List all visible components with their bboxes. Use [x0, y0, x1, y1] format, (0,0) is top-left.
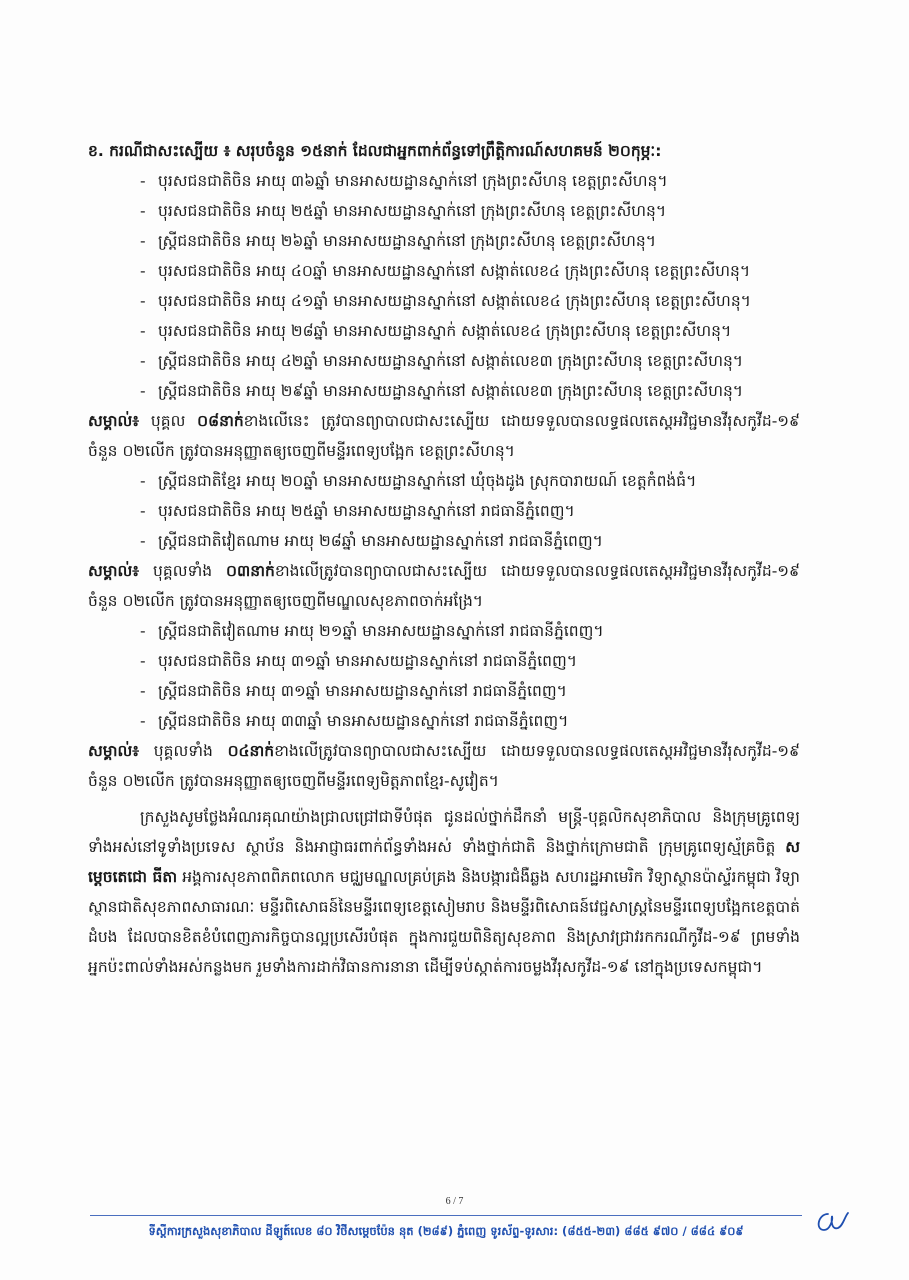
note-paragraph: សម្គាល់៖ បុគ្គល ០៨នាក់ខាងលើនេះ ត្រូវបានព្យាបាលជាសះស្បើយ ដោយទទួលបានលទ្ធផលតេស្តអវិជ្ជមានវីរុសកូវីដ-១៩ ចំនួន ០២លើក ត្រូវបានអនុញ្ញាតឲ្យចេញពីមន្ទីរពេទ្យបង្អែក ខេត្តព្រះសីហនុ។	[88, 412, 800, 460]
note-label: សម្គាល់៖	[88, 412, 140, 430]
note-paragraph: សម្គាល់៖ បុគ្គលទាំង ០៤នាក់ខាងលើត្រូវបានព្យាបាលជាសះស្បើយ ដោយទទួលបានលទ្ធផលតេស្តអវិជ្ជមានវីរុសកូវីដ-១៩ ចំនួន ០២លើក ត្រូវបានអនុញ្ញាតឲ្យចេញពីមន្ទីរពេទ្យមិត្តភាពខ្មែរ-សូវៀត។	[88, 742, 801, 790]
note-label: សម្គាល់៖	[88, 562, 140, 580]
list-item: - បុរសជនជាតិចិន អាយុ ២៥ឆ្នាំ មានអាសយដ្ឋានស្នាក់នៅ រាជធានីភ្នំពេញ។	[140, 502, 575, 520]
note-label: សម្គាល់៖	[88, 742, 140, 760]
list-item: - បុរសជនជាតិចិន អាយុ ២៨ឆ្នាំ មានអាសយដ្ឋានស្នាក់ សង្កាត់លេខ៤ ក្រុងព្រះសីហនុ ខេត្តព្រះសីហនុ។	[140, 322, 732, 340]
footer-divider	[90, 1215, 802, 1216]
list-item: - បុរសជនជាតិចិន អាយុ ៣១ឆ្នាំ មានអាសយដ្ឋានស្នាក់នៅ រាជធានីភ្នំពេញ។	[140, 652, 577, 670]
note-paragraph: សម្គាល់៖ បុគ្គលទាំង ០៣នាក់ខាងលើត្រូវបានព្យាបាលជាសះស្បើយ ដោយទទួលបានលទ្ធផលតេស្តអវិជ្ជមានវីរុសកូវីដ-១៩ ចំនួន ០២លើក ត្រូវបានអនុញ្ញាតឲ្យចេញពីមណ្ឌលសុខភាពចាក់អង្រែ។	[88, 562, 800, 610]
list-item: - ស្ត្រីជនជាតិវៀតណាម អាយុ ២១ឆ្នាំ មានអាសយដ្ឋានស្នាក់នៅ រាជធានីភ្នំពេញ។	[140, 622, 604, 640]
list-item: - ស្ត្រីជនជាតិចិន អាយុ ២៦ឆ្នាំ មានអាសយដ្ឋានស្នាក់នៅ ក្រុងព្រះសីហនុ ខេត្តព្រះសីហនុ។	[140, 232, 656, 250]
page-number: 6 / 7	[445, 1196, 464, 1207]
section-heading: ខ. ករណីជាសះស្បើយ ៖ សរុបចំនួន ១៥នាក់ ដែលជាអ្នកពាក់ព័ន្ធទៅព្រឹត្តិការណ៍សហគមន៍ ២០កុម្ភៈ:	[88, 142, 662, 160]
list-item: - ស្ត្រីជនជាតិខ្មែរ អាយុ ២០ឆ្នាំ មានអាសយដ្ឋានស្នាក់នៅ ឃុំចុងដូង ស្រុកបារាយណ៍ ខេត្តកំពង់ធំ។	[140, 472, 697, 490]
list-item: - បុរសជនជាតិចិន អាយុ ៤១ឆ្នាំ មានអាសយដ្ឋានស្នាក់នៅ សង្កាត់លេខ៤ ក្រុងព្រះសីហនុ ខេត្តព្រះសីហនុ។	[140, 292, 751, 310]
closing-paragraph: ក្រសួងសូមថ្លែងអំណរគុណយ៉ាងជ្រាលជ្រៅជាទីបំផុត ជូនដល់ថ្នាក់ដឹកនាំ មន្ត្រី-បុគ្គលិកសុខាភិបាល និងក្រុមគ្រូពេទ្យទាំងអស់នៅទូទាំងប្រទេស ស្ថាប័ន និងអាជ្ញាធរពាក់ព័ន្ធទាំងអស់ ទាំងថ្នាក់ជាតិ និងថ្នាក់ក្រោមជាតិ ក្រុមគ្រូពេទ្យស្ម័គ្រចិត្ត សម្តេចតេជោ ធីតា អង្គការសុខភាពពិភពលោក មជ្ឈមណ្ឌលគ្រប់គ្រង និងបង្ការជំងឺឆ្លង សហរដ្ឋអាមេរិក វិទ្យាស្ថានប៉ាស្ទ័រកម្ពុជា វិទ្យាស្ថានជាតិសុខភាពសាធារណៈ មន្ទីរពិសោធន៍នៃមន្ទីរពេទ្យខេត្តសៀមរាប និងមន្ទីរពិសោធន៍វេជ្ជសាស្ត្រនៃមន្ទីរពេទ្យបង្អែកខេត្តបាត់ដំបង ដែលបានខិតខំបំពេញភារកិច្ចបានល្អប្រសើរបំផុត ក្នុងការជួយពិនិត្យសុខភាព និងស្រាវជ្រាវរកករណីកូវីដ-១៩ ព្រមទាំងអ្នកប៉ះពាល់ទាំងអស់កន្លងមក រួមទាំងការដាក់វិធានការនានា ដើម្បីទប់ស្កាត់ការចម្លងវីរុសកូវីដ-១៩ នៅក្នុងប្រទេសកម្ពុជា។	[88, 808, 800, 976]
footer-address: ទីស្តីការក្រសួងសុខាភិបាល ដីឡូត៍លេខ ៨០ វិថីសម្តេចប៉ែន នុត (២៨៩) ភ្នំពេញ ទូរស័ព្ទ-ទូរសារ: (៨៥៥-២៣) ៨៨៥ ៩៧០ / ៨៨៤ ៩០៩	[148, 1224, 744, 1238]
list-item: - ស្ត្រីជនជាតិវៀតណាម អាយុ ២៨ឆ្នាំ មានអាសយដ្ឋានស្នាក់នៅ រាជធានីភ្នំពេញ។	[140, 532, 603, 550]
list-item: - ស្ត្រីជនជាតិចិន អាយុ ៤២ឆ្នាំ មានអាសយដ្ឋានស្នាក់នៅ សង្កាត់លេខ៣ ក្រុងព្រះសីហនុ ខេត្តព្រះសីហនុ។	[140, 352, 744, 370]
list-item: - បុរសជនជាតិចិន អាយុ ៣៦ឆ្នាំ មានអាសយដ្ឋានស្នាក់នៅ ក្រុងព្រះសីហនុ ខេត្តព្រះសីហនុ។	[140, 172, 668, 190]
list-item: - ស្ត្រីជនជាតិចិន អាយុ ២៩ឆ្នាំ មានអាសយដ្ឋានស្នាក់នៅ សង្កាត់លេខ៣ ក្រុងព្រះសីហនុ ខេត្តព្រះសីហនុ។	[140, 382, 744, 400]
initials-signature-icon	[812, 1208, 856, 1236]
list-item: - បុរសជនជាតិចិន អាយុ ៤០ឆ្នាំ មានអាសយដ្ឋានស្នាក់នៅ សង្កាត់លេខ៤ ក្រុងព្រះសីហនុ ខេត្តព្រះសីហនុ។	[140, 262, 751, 280]
list-item: - ស្ត្រីជនជាតិចិន អាយុ ៣១ឆ្នាំ មានអាសយដ្ឋានស្នាក់នៅ រាជធានីភ្នំពេញ។	[140, 682, 567, 700]
document-body	[88, 136, 800, 982]
list-item: - ស្ត្រីជនជាតិចិន អាយុ ៣៣ឆ្នាំ មានអាសយដ្ឋានស្នាក់នៅ រាជធានីភ្នំពេញ។	[140, 712, 569, 730]
list-item: - បុរសជនជាតិចិន អាយុ ២៥ឆ្នាំ មានអាសយដ្ឋានស្នាក់នៅ ក្រុងព្រះសីហនុ ខេត្តព្រះសីហនុ។	[140, 202, 667, 220]
